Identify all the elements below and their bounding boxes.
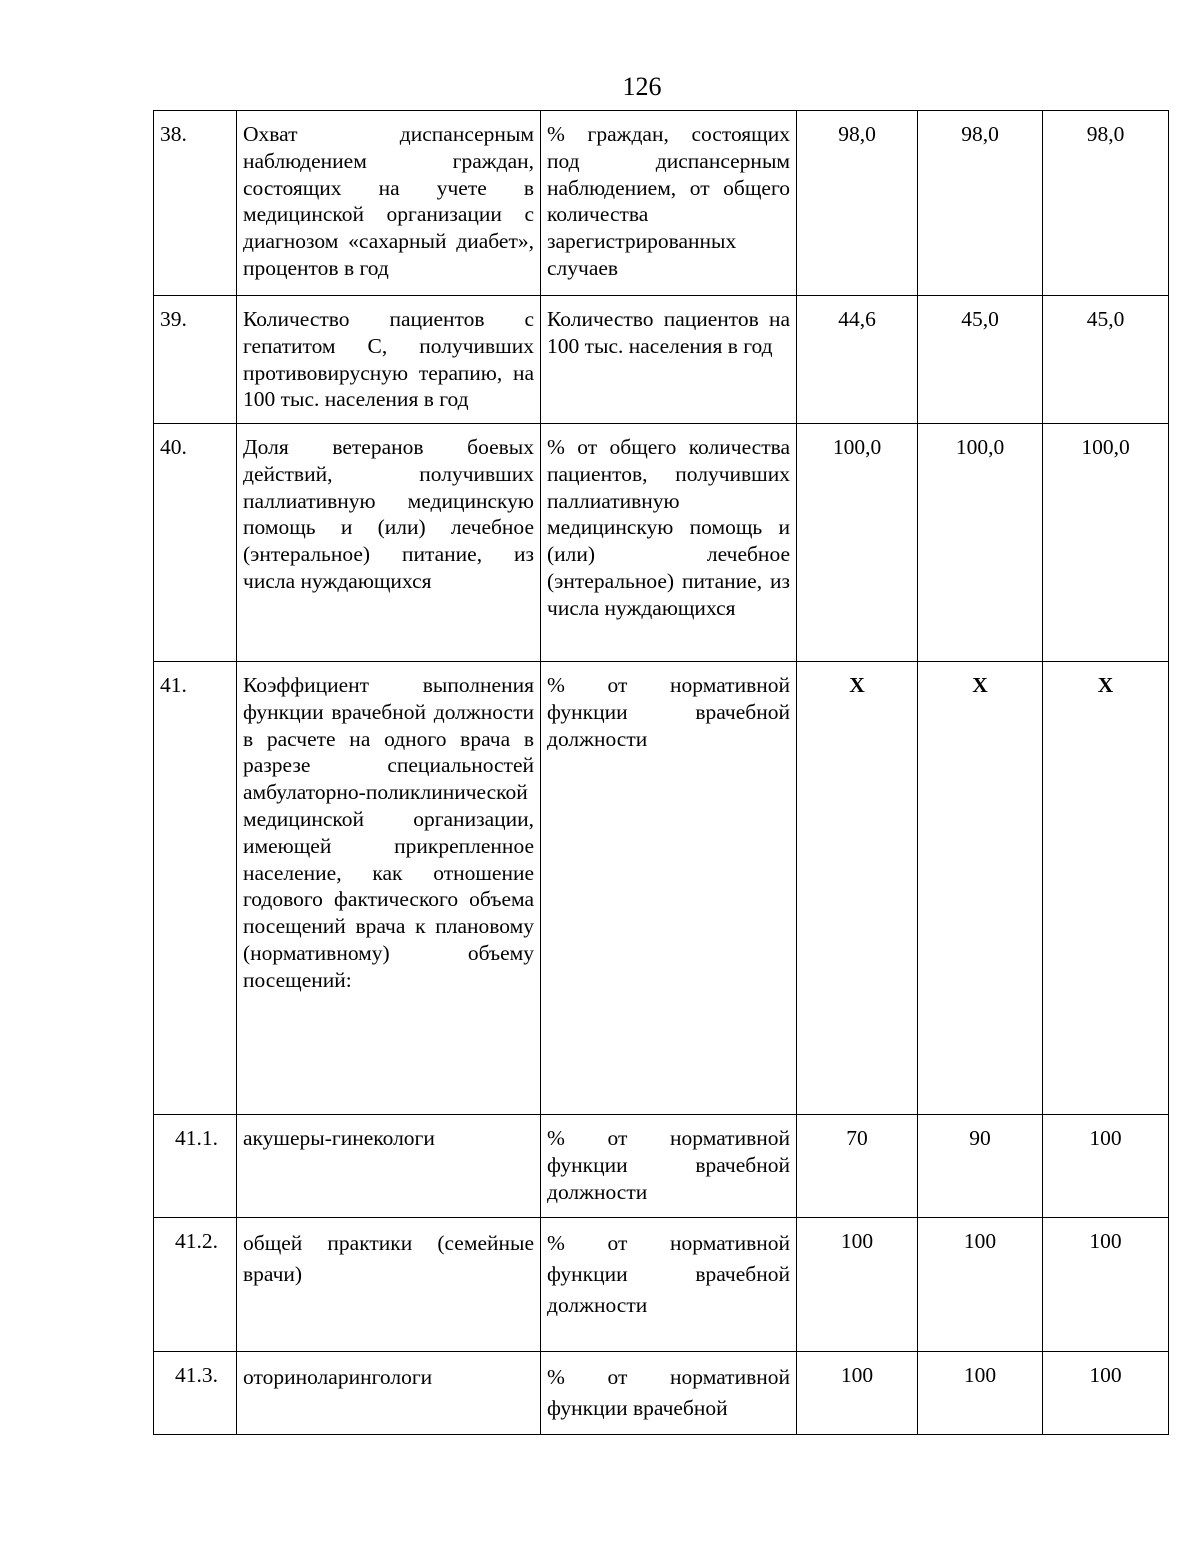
indicator-name: Охват диспансерным наблюдением граждан, состоящих на учете в медицинской организации с диагнозом «сахарный диабет», процентов в год xyxy=(237,111,541,296)
table-row xyxy=(154,111,1169,296)
table-row xyxy=(154,1218,1169,1352)
row-number: 39. xyxy=(154,296,237,424)
value-year-1: X xyxy=(797,662,918,1115)
page-number: 126 xyxy=(622,72,662,101)
value-year-1: 100 xyxy=(797,1352,918,1435)
unit-of-measure: % от нормативной функции врачебной должности xyxy=(541,662,797,1115)
value-year-3: 100 xyxy=(1043,1218,1169,1352)
unit-of-measure: % граждан, состоящих под диспансерным наблюдением, от общего количества зарегистрированных случаев xyxy=(541,111,797,296)
row-number: 41.1. xyxy=(154,1115,237,1218)
value-year-2: 98,0 xyxy=(918,111,1043,296)
value-year-1: 100,0 xyxy=(797,424,918,662)
unit-of-measure: % от нормативной функции врачебной xyxy=(541,1352,797,1435)
indicators-table xyxy=(153,110,1169,1435)
unit-of-measure: % от нормативной функции врачебной должности xyxy=(541,1115,797,1218)
value-year-2: X xyxy=(918,662,1043,1115)
row-number: 40. xyxy=(154,424,237,662)
value-year-1: 44,6 xyxy=(797,296,918,424)
value-year-1: 100 xyxy=(797,1218,918,1352)
indicator-name: оториноларингологи xyxy=(237,1352,541,1435)
indicator-name: общей практики (семейные врачи) xyxy=(237,1218,541,1352)
value-year-2: 45,0 xyxy=(918,296,1043,424)
unit-of-measure: Количество пациентов на 100 тыс. населения в год xyxy=(541,296,797,424)
unit-of-measure: % от общего количества пациентов, получивших паллиативную медицинскую помощь и (или) лечебное (энтеральное) питание, из числа нуждающихся xyxy=(541,424,797,662)
unit-of-measure: % от нормативной функции врачебной должности xyxy=(541,1218,797,1352)
value-year-1: 70 xyxy=(797,1115,918,1218)
value-year-3: 45,0 xyxy=(1043,296,1169,424)
row-number: 41.3. xyxy=(154,1352,237,1435)
indicator-name: Количество пациентов с гепатитом С, получивших противовирусную терапию, на 100 тыс. населения в год xyxy=(237,296,541,424)
table-row xyxy=(154,296,1169,424)
value-year-3: 100 xyxy=(1043,1115,1169,1218)
value-year-2: 100 xyxy=(918,1218,1043,1352)
indicator-name: Коэффициент выполнения функции врачебной должности в расчете на одного врача в разрезе специальностей амбулаторно-поликлинической медицинской организации, имеющей прикрепленное население, как отношение годового фактического объема посещений врача к плановому (нормативному) объему посещений: xyxy=(237,662,541,1115)
value-year-3: 98,0 xyxy=(1043,111,1169,296)
indicator-name: Доля ветеранов боевых действий, получивших паллиативную медицинскую помощь и (или) лечебное (энтеральное) питание, из числа нуждающихся xyxy=(237,424,541,662)
table-row xyxy=(154,424,1169,662)
indicator-name: акушеры-гинекологи xyxy=(237,1115,541,1218)
value-year-3: 100 xyxy=(1043,1352,1169,1435)
table-row xyxy=(154,1352,1169,1435)
row-number: 41. xyxy=(154,662,237,1115)
table-row xyxy=(154,1115,1169,1218)
value-year-1: 98,0 xyxy=(797,111,918,296)
value-year-2: 100,0 xyxy=(918,424,1043,662)
row-number: 41.2. xyxy=(154,1218,237,1352)
table-row xyxy=(154,662,1169,1115)
value-year-2: 100 xyxy=(918,1352,1043,1435)
value-year-3: 100,0 xyxy=(1043,424,1169,662)
value-year-3: X xyxy=(1043,662,1169,1115)
row-number: 38. xyxy=(154,111,237,296)
value-year-2: 90 xyxy=(918,1115,1043,1218)
